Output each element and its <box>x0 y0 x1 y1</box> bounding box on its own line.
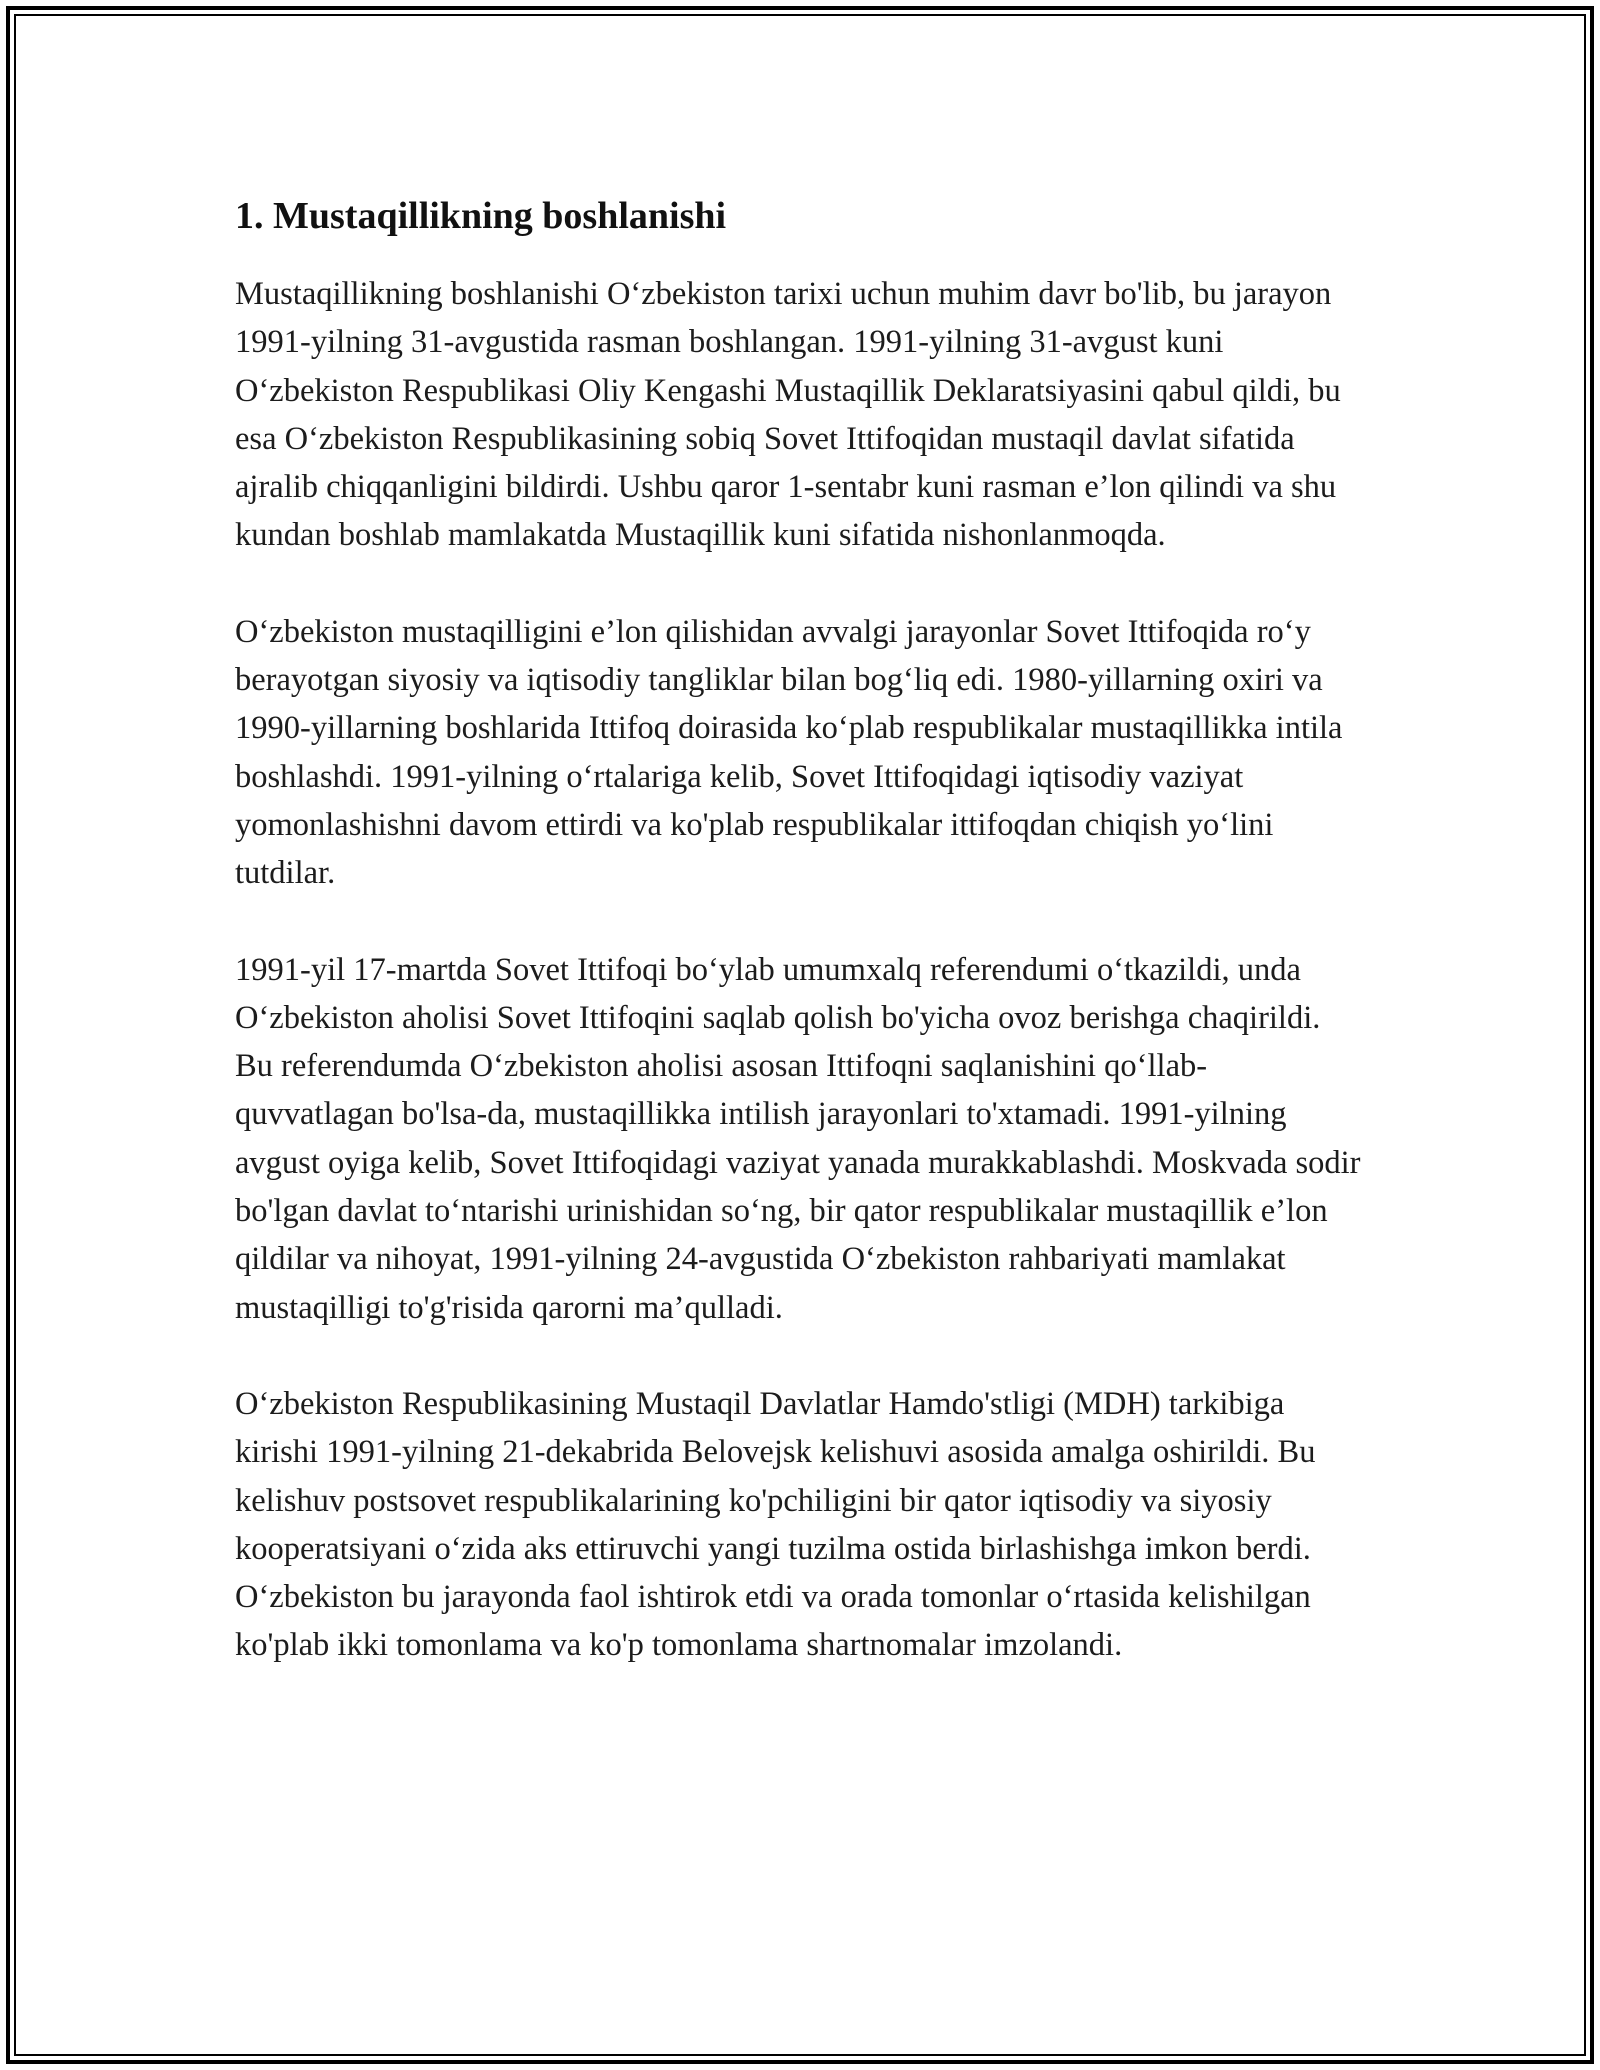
paragraph-2: O‘zbekiston mustaqilligini e’lon qilishidan avvalgi jarayonlar Sovet Ittifoqida ro‘y berayotgan siyosiy va iqtisodiy tangliklar bilan bog‘liq edi. 1980-yillarning oxiri va 1990-yillarning boshlarida Ittifoq doirasida ko‘plab respublikalar mustaqillikka intila boshlashdi. 1991-yilning o‘rtalariga kelib, Sovet Ittifoqidagi iqtisodiy vaziyat yomonlashishni davom ettirdi va ko'plab respublikalar ittifoqdan chiqish yo‘lini tutdilar. <box>235 613 1343 892</box>
paragraph-3: 1991-yil 17-martda Sovet Ittifoqi bo‘ylab umumxalq referendumi o‘tkazildi, unda O‘zbekiston aholisi Sovet Ittifoqini saqlab qolish bo'yicha ovoz berishga chaqirildi. Bu referendumda O‘zbekiston aholisi asosan Ittifoqni saqlanishini qo‘llab-quvvatlagan bo'lsa-da, mustaqillikka intilish jarayonlari to'xtamadi. 1991-yilning avgust oyiga kelib, Sovet Ittifoqidagi vaziyat yanada murakkablashdi. Moskvada sodir bo'lgan davlat to‘ntarishi urinishidan so‘ng, bir qator respublikalar mustaqillik e’lon qildilar va nihoyat, 1991-yilning 24-avgustida O‘zbekiston rahbariyati mamlakat mustaqilligi to'g'risida qarorni ma’qulladi. <box>235 951 1361 1326</box>
document-body <box>235 190 1365 1718</box>
paragraph-4: O‘zbekiston Respublikasining Mustaqil Davlatlar Hamdo'stligi (MDH) tarkibiga kirishi 1991-yilning 21-dekabrida Belovejsk kelishuvi asosida amalga oshirildi. Bu kelishuv postsovet respublikalarining ko'pchiligini bir qator iqtisodiy va siyosiy kooperatsiyani o‘zida aks ettiruvchi yangi tuzilma ostida birlashishga imkon berdi. O‘zbekiston bu jarayonda faol ishtirok etdi va orada tomonlar o‘rtasida kelishilgan ko'plab ikki tomonlama va ko'p tomonlama shartnomalar imzolandi. <box>235 1385 1316 1664</box>
paragraph-1: Mustaqillikning boshlanishi O‘zbekiston tarixi uchun muhim davr bo'lib, bu jarayon 1991-yilning 31-avgustida rasman boshlangan. 1991-yilning 31-avgust kuni O‘zbekiston Respublikasi Oliy Kengashi Mustaqillik Deklaratsiyasini qabul qildi, bu esa O‘zbekiston Respublikasining sobiq Sovet Ittifoqidan mustaqil davlat sifatida ajralib chiqqanligini bildirdi. Ushbu qaror 1-sentabr kuni rasman e’lon qilindi va shu kundan boshlab mamlakatda Mustaqillik kuni sifatida nishonlanmoqda. <box>235 276 1341 554</box>
section-heading: 1. Mustaqillikning boshlanishi <box>235 195 727 237</box>
